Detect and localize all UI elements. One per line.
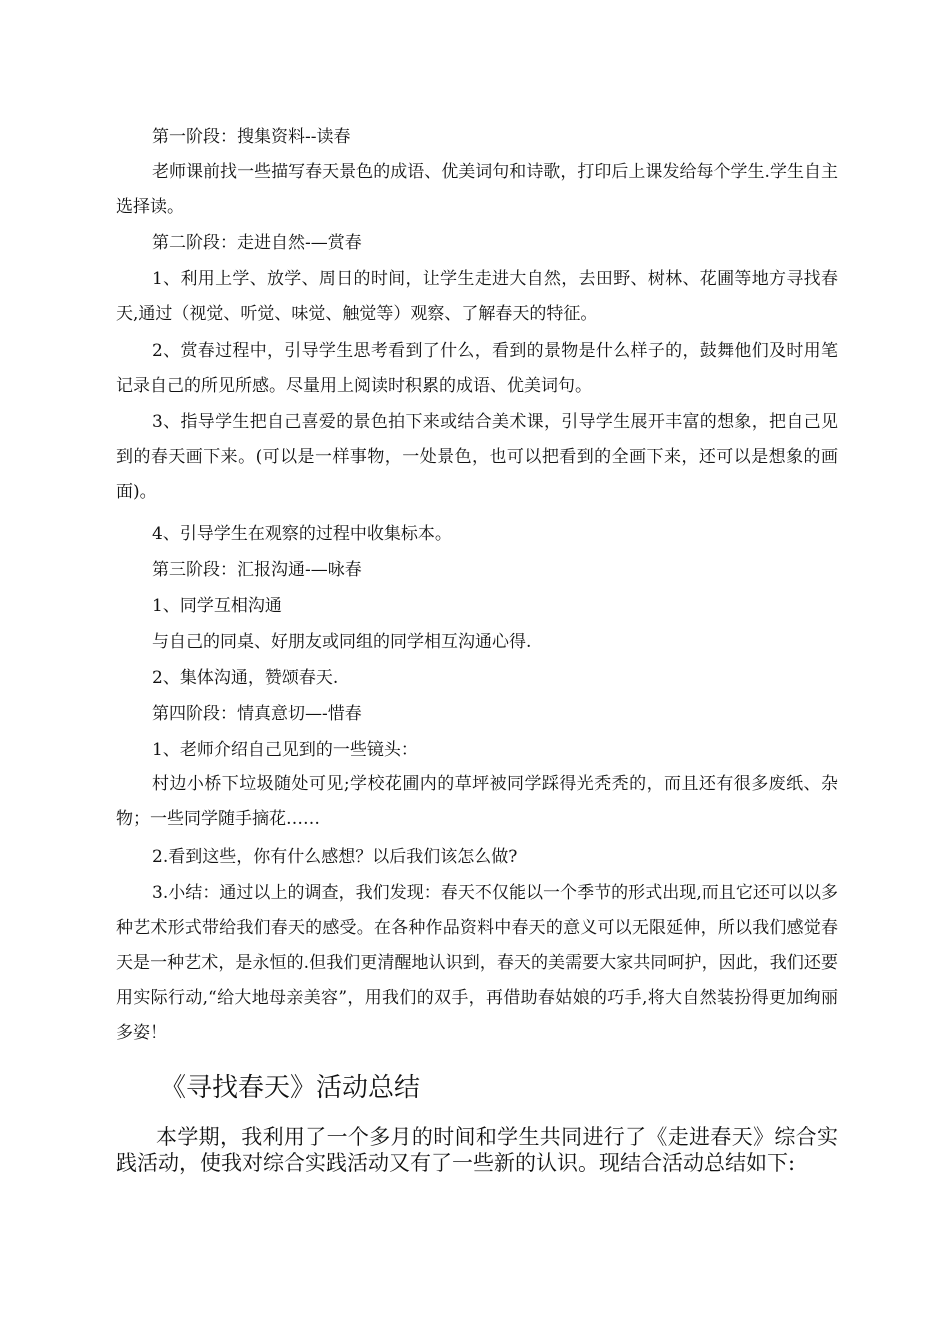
summary-paragraph: 本学期，我利用了一个多月的时间和学生共同进行了《走进春天》综合实践活动，使我对综合实践活动又有了一些新的认识。现结合活动总结如下: xyxy=(116,1125,838,1175)
paragraph-stage-2-item-4: 4、引导学生在观察的过程中收集标本。 xyxy=(152,524,452,544)
paragraph-stage-1-heading: 第一阶段：搜集资料--读春 xyxy=(152,127,351,147)
paragraph-stage-4-item-1-body: 村边小桥下垃圾随处可见;学校花圃内的草坪被同学踩得光秃秃的，而且还有很多废纸、杂物；一些同学随手摘花…… xyxy=(116,774,838,829)
paragraph-stage-4-item-1: 1、老师介绍自己见到的一些镜头： xyxy=(152,740,418,760)
paragraph-stage-3-heading: 第三阶段：汇报沟通-—咏春 xyxy=(152,560,362,580)
paragraph-stage-3-item-1-body: 与自己的同桌、好朋友或同组的同学相互沟通心得. xyxy=(152,632,532,652)
paragraph-stage-4-item-3: 3.小结：通过以上的调查，我们发现：春天不仅能以一个季节的形式出现,而且它还可以以多种艺术形式带给我们春天的感受。在各种作品资料中春天的意义可以无限延伸，所以我们感觉春天是一种艺术，是永恒的.但我们更清醒地认识到，春天的美需要大家共同呵护，因此，我们还要用实际行动,“给大地母亲美容”，用我们的双手，再借助春姑娘的巧手,将大自然装扮得更加绚丽多姿！ xyxy=(116,883,838,1043)
paragraph-stage-3-item-2: 2、集体沟通，赞颂春天. xyxy=(152,668,339,688)
paragraph-stage-4-heading: 第四阶段：情真意切—-惜春 xyxy=(152,704,362,724)
paragraph-stage-2-item-3: 3、指导学生把自己喜爱的景色拍下来或结合美术课，引导学生展开丰富的想象，把自己见到的春天画下来。(可以是一样事物，一处景色，也可以把看到的全画下来，还可以是想象的画面)。 xyxy=(116,412,838,502)
paragraph-stage-3-item-1: 1、同学互相沟通 xyxy=(152,596,282,616)
paragraph-stage-1-body: 老师课前找一些描写春天景色的成语、优美词句和诗歌，打印后上课发给每个学生.学生自主选择读。 xyxy=(116,162,838,217)
paragraph-stage-4-item-2: 2.看到这些，你有什么感想？以后我们该怎么做? xyxy=(152,847,518,867)
paragraph-stage-2-item-2: 2、赏春过程中，引导学生思考看到了什么，看到的景物是什么样子的，鼓舞他们及时用笔记录自己的所见所感。尽量用上阅读时积累的成语、优美词句。 xyxy=(116,341,838,396)
paragraph-stage-2-item-1: 1、利用上学、放学、周日的时间，让学生走进大自然，去田野、树林、花圃等地方寻找春天,通过（视觉、听觉、味觉、触觉等）观察、了解春天的特征。 xyxy=(116,269,838,324)
section-title: 《寻找春天》活动总结 xyxy=(160,1073,421,1103)
paragraph-stage-2-heading: 第二阶段：走进自然-—赏春 xyxy=(152,233,362,253)
